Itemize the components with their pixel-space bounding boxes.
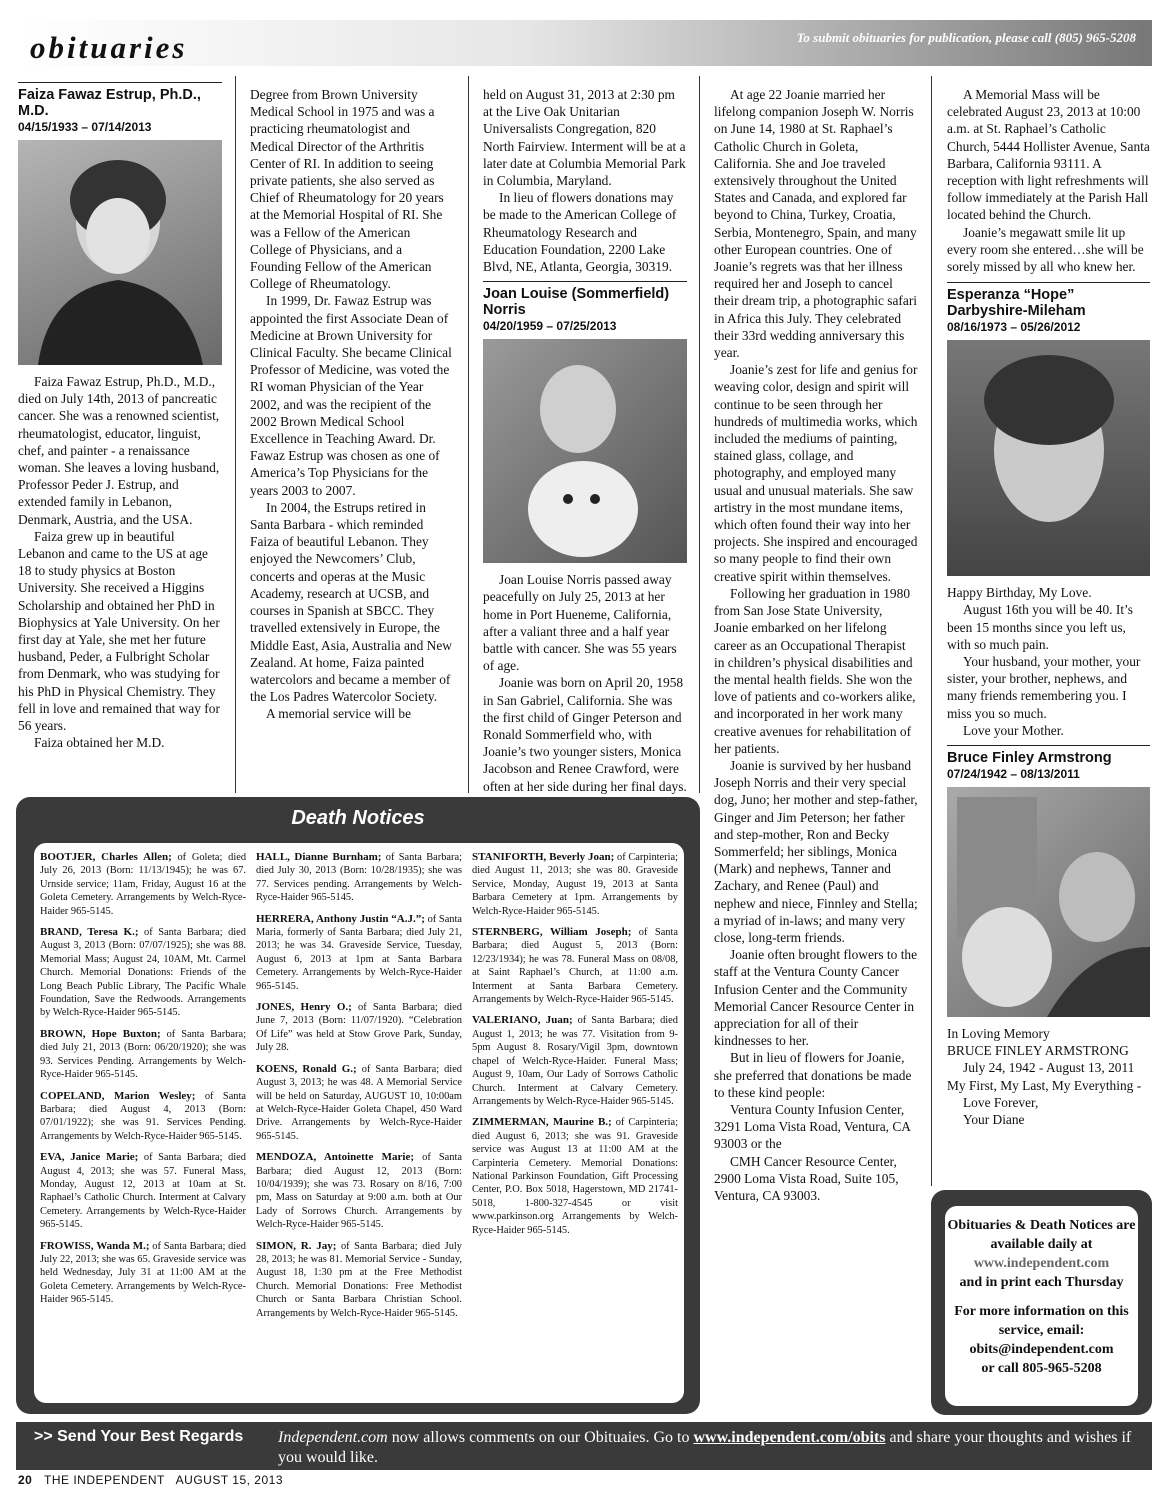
column-1 [18,82,222,751]
obituary-paragraph: Ventura County Infusion Center, 3291 Loma Vista Road, Ventura, CA 93003 or the [714,1101,911,1152]
obituary-paragraph: In 1999, Dr. Fawaz Estrup was appointed the first Associate Dean of Medicine at Brown University for Clinical Faculty. She became Clinical Professor of Medicine, was voted the RI woman Physician of the Year 2002, and was the recipient of the 2002 Brown Medical School Excellence in Teaching Award. Dr. Fawaz Estrup was chosen as one of America’s Top Physicians for the years 2003 to 2007. [250,293,452,498]
notice-text: of Santa Barbara; died August 12, 2013 (Born: 10/04/1939); she was 73. Rosary on 8/16, 7:00 pm, Mass on Saturday at 9:00 a.m. both at Our Lady of Sorrows Church. Arrangements by Welch-Ryce-Haider 965-5145. [256,1152,462,1231]
portrait-illustration [947,340,1150,576]
column-divider [931,76,932,1186]
obituary-dates: 04/15/1933 – 07/14/2013 [18,120,152,134]
obituary-name: Faiza Fawaz Estrup, Ph.D., M.D. [18,87,201,119]
column-divider [235,76,236,793]
obituary-paragraph: August 16th you will be 40. It’s been 15 months since you left us, with so much pain. [947,602,1133,652]
obituary-paragraph: Love your Mother. [963,722,1064,738]
obituary-dates: 04/20/1959 – 07/25/2013 [483,319,617,334]
memorial-line: Your Diane [963,1112,1025,1128]
notice-text: of Goleta; died July 26, 2013 (Born: 11/13/1945); he was 67. Urnside service; 11am, Friday, August 16 at the Goleta Cemetery. Arrangements by Welch-Ryce-Haider 965-5145. [40,852,247,917]
promo-text: For more information on this service, email: [954,1304,1129,1338]
obituary-paragraph: A memorial service will be [266,706,412,722]
obituary-paragraph: A Memorial Mass will be celebrated August 23, 2013 at 10:00 a.m. at St. Raphael’s Catholic Church, 5444 Hollister Avenue, Santa Barbara, California 93111. A reception with light refreshments will follow immediately at the Parish Hall located behind the Church. [947,87,1150,223]
notice-text: of Santa Barbara; died August 1, 2013; he was 77. Visitation from 9-5pm August 8. Rosary/Vigil 3pm, downtown chapel of Welch-Ryce-Haider. Funeral Mass; August 9, 10am, Our Lady of Sorrows Catholic Church. Interment at Calvary Cemetery. Arrangements by Welch-Ryce-Haider 965-5145. [472,1015,678,1107]
portrait-illustration [947,787,1150,1017]
obituary-paragraph: Joanie’s zest for life and genius for weaving color, design and spirit will continue to be seen through her hundreds of multimedia works, which included the mediums of painting, stained glass, collage, and photography, and employed many usual and unusual materials. She saw artistry in the most mundane items, which often found their way into her projects. She inspired and encouraged so many people to find their own creative spirit within themselves. [714,362,918,584]
notice-text: of Santa Barbara; died July 21, 2013 (Born: 06/20/1920); she was 93. Services Pending. Arrangements by Welch-Ryce-Haider 965-5145. [40,1028,246,1081]
obituary-name: Bruce Finley Armstrong [947,750,1112,767]
bar-text: and share your thoughts and wishes if you would like. [278,1429,1132,1466]
obituary-paragraph: Faiza obtained her M.D. [34,735,165,751]
death-notice [256,1240,462,1320]
death-notices-column [472,851,678,1245]
obituary-name: Joan Louise (Sommerfield) Norris [483,286,670,319]
comments-bar-label: >> Send Your Best Regards [34,1428,244,1445]
issue-date: AUGUST 15, 2013 [175,1473,284,1487]
column-divider [699,76,700,793]
notice-name: FROWISS, Wanda M.; [40,1239,150,1252]
notice-text: of Santa Barbara; died July 22, 2013; she was 65. Graveside service was held Wednesday, July 31 at 11:00 AM at the Goleta Cemetery. Arrangements by Welch-Ryce-Haider 965-5145. [40,1240,246,1306]
page-footer [18,1473,283,1487]
notice-name: EVA, Janice Marie; [40,1151,139,1164]
comments-bar-text [278,1428,1138,1468]
notice-name: SIMON, R. Jay; [256,1239,337,1252]
death-notice [256,913,462,993]
notice-text: of Santa Barbara; died August 5, 2013 (Born: 12/23/1934); he was 78. Funeral Mass on 08/08, at Saint Raphael’s Church, at 11:00 a.m. Interment at Santa Barbara Cemetery. Arrangements by Welch-Ryce-Haider 965-5145. [472,927,678,1006]
notice-text: of Santa Barbara; died August 4, 2013 (Born: 07/01/1922); she was 91. Services Pending. Arrangements by Welch-Ryce-Haider 965-5145. [40,1090,246,1142]
death-notices-column [256,851,462,1328]
obits-link[interactable]: www.independent.com/obits [693,1429,886,1446]
obituary-paragraph: Faiza grew up in beautiful Lebanon and came to the US at age 18 to study physics at Boston University. She received a Higgins Scholarship and obtained her PhD in Biophysics at Yale University. On her first day at Yale, she met her future husband, Peder, a Fulbright Scholar from Denmark, who was studying for his PhD in Physical Chemistry. They fell in love and remained that way for 56 years. [18,528,220,734]
promo-text: Obituaries & Death Notices are available daily at [947,1218,1136,1252]
notice-text: of Santa Maria, formerly of Santa Barbara; died July 21, 2013; he was 34. Graveside Service, Tuesday, August 6, 2013 at 1pm at Santa Barbara Cemetery. Arrangements by Welch-Ryce-Haider 965-5145. [256,913,463,992]
notice-text: of Santa Barbara; died August 4, 2013; she was 57. Funeral Mass, Monday, August 12, 2013 at 10am at St. Raphael’s Catholic Church. Interment at Calvary Cemetery. Arrangements by Welch-Ryce-Haider 965-5145. [40,1152,246,1231]
column-divider [468,76,469,793]
obituary-paragraph: At age 22 Joanie married her lifelong companion Joseph W. Norris on June 14, 1980 at St. Raphael’s Catholic Church in Goleta, California. She and Joe traveled extensively throughout the United States and Canada, and explored far beyond to China, Turkey, Croatia, Serbia, Montenegro, Spain, and many other European countries. One of Joanie’s regrets was that her illness required her and Joseph to cancel their dream trip, a photographic safari in Africa this July. They celebrated their 33rd wedding anniversary this year. [714,87,918,361]
notice-name: VALERIANO, Juan; [472,1014,573,1027]
column-4 [714,86,919,1204]
obituary-header [18,82,222,135]
memorial-line: In Loving Memory [947,1026,1050,1042]
obituary-paragraph: Happy Birthday, My Love. [947,585,1092,601]
page-header [16,20,1152,66]
portrait-photo [483,339,687,563]
death-notice [40,851,246,918]
notice-name: KOENS, Ronald G.; [256,1062,357,1075]
death-notice [256,1001,462,1055]
notice-text: of Carpinteria; died August 11, 2013; she was 80. Graveside Service, Monday, August 19, 2013 at Santa Barbara Cemetery at 1pm. Arrangements by Welch-Ryce-Haider 965-5145. [472,852,678,917]
notice-name: JONES, Henry O.; [256,1001,352,1014]
obituary-paragraph: Joanie’s megawatt smile lit up every room she entered…she will be sorely missed by all who knew her. [947,224,1144,275]
obituary-paragraph: Your husband, your mother, your sister, your brother, nephews, and many friends remembering you. I miss you so much. [947,654,1141,721]
notice-name: BRAND, Teresa K.; [40,926,139,939]
promo-panel [945,1206,1138,1406]
comments-bar [16,1422,1152,1470]
memorial-line: July 24, 1942 - August 13, 2011 [963,1060,1135,1076]
portrait-illustration [18,140,222,365]
bar-text: now allows comments on our Obituaies. Go to [387,1429,694,1446]
portrait-photo [18,140,222,365]
column-5 [947,86,1150,1128]
death-notices-box [16,797,700,1414]
online-promo-box [931,1190,1152,1415]
obituary-paragraph: In lieu of flowers donations may be made to the American College of Rheumatology Research and Education Foundation, 2200 Lake Blvd, NE, Atlanta, Georgia, 30319. [483,190,677,275]
notice-text: of Santa Barbara; died July 30, 2013 (Born: 10/28/1935); she was 77. Services pending. Arrangements by Welch-Ryce-Haider 965-5145. [256,852,462,904]
memorial-line: Love Forever, [963,1094,1039,1110]
death-notice [40,1240,246,1307]
obituary-dates: 07/24/1942 – 08/13/2011 [947,767,1080,782]
submit-note: To submit obituaries for publication, please call (805) 965-5208 [796,30,1136,45]
death-notice [40,1151,246,1231]
death-notice [40,1090,246,1144]
column-2 [250,86,455,723]
section-title: obituaries [30,30,188,65]
death-notice [256,1151,462,1231]
notice-name: STERNBERG, William Joseph; [472,926,632,939]
obituary-paragraph: Faiza Fawaz Estrup, Ph.D., M.D., died on July 14th, 2013 of pancreatic cancer. She was a renowned scientist, rheumatologist, educator, linguist, chef, and painter - a renaissance woman. She leaves a loving husband, Professor Peder J. Estrup, and extended family in Lebanon, Denmark, Austria, and the USA. [18,374,220,527]
death-notice [472,851,678,918]
promo-email-link[interactable]: obits@independent.com [969,1342,1114,1357]
notice-text: of Santa Barbara; died July 28, 2013; he was 81. Memorial Service - Sunday, August 18, 1:30 pm at the Free Methodist Church. Memorial Donations: Free Methodist Church or Santa Barbara Christian School. Arrangements by Welch-Ryce-Haider 965-5145. [256,1240,462,1319]
notice-name: ZIMMERMAN, Maurine B.; [472,1116,612,1129]
obituary-paragraph: held on August 31, 2013 at 2:30 pm at the Live Oak Unitarian Universalists Congregation, 820 North Fairview. Interment will be at a later date at Columbia Memorial Park in Columbia, Maryland. [483,87,686,189]
death-notice [40,926,246,1020]
obituary-dates: 08/16/1973 – 05/26/2012 [947,320,1081,335]
obituary-paragraph: Joanie is survived by her husband Joseph Norris and their very special dog, Juno; her mother and step-father, Ginger and Jim Peterson; her father and step-mother, Ron and Becky Sommerfeld; her siblings, Monica (Mark) and nephews, Tanner and Zachary, and Renee (Paul) and nephew and niece, Finnley and Stella; a myriad of in-laws; and many very close, long-term friends. [714,757,918,945]
obituary-header [947,745,1150,782]
promo-text: and in print each Thursday [959,1275,1124,1290]
page-number: 20 [18,1473,33,1487]
notice-name: BROWN, Hope Buxton; [40,1027,161,1040]
notice-text: of Santa Barbara; died June 7, 2013 (Born: 11/07/1920). “Celebration Of Life” was held at Stow Grove Park, Sunday, July 28. [256,1002,462,1054]
paper-name: THE INDEPENDENT [43,1473,165,1487]
obituary-paragraph: Following her graduation in 1980 from San Jose State University, Joanie embarked on her lifelong career as an Occupational Therapist in children’s physical disabilities and the mental health fields. She won the love of patients and co-workers alike, and incorporated in her work many creative avenues for rehabilitation of her patients. [714,585,916,756]
obituary-paragraph: Joanie was born on April 20, 1958 in San Gabriel, California. She was the first child of Ginger Peterson and Ronald Sommerfield who, with Joanie’s two younger sisters, Monica Jacobson and Renee Crawford, were often at her side during her final days. [483,675,687,794]
notice-name: STANIFORTH, Beverly Joan; [472,851,615,863]
memorial-line: BRUCE FINLEY ARMSTRONG [947,1043,1129,1059]
obituary-header [483,281,687,334]
obituary-paragraph: Degree from Brown University Medical School in 1975 and was a practicing rheumatologist and Medical Director of the Arthritis Center of RI. In addition to seeing private patients, she also served as Chief of Rheumatology for 20 years at the Memorial Hospital of RI. She was a Fellow of the American College of Physicians, and a Founding Fellow of the American College of Rheumatology. [250,87,444,292]
notice-text: of Santa Barbara; died August 3, 2013; he was 48. A Memorial Service will be held on Saturday, AUGUST 10, 10:00am at Welch-Ryce-Haider Goleta Chapel, 450 Ward Drive. Arrangements by Welch-Ryce-Haider 965-5145. [256,1063,462,1142]
death-notices-column [40,851,246,1315]
obituary-paragraph: But in lieu of flowers for Joanie, she preferred that donations be made to these kind people: [714,1050,912,1100]
obituary-paragraph: Joanie often brought flowers to the staff at the Ventura County Cancer Infusion Center and the Community Memorial Cancer Resource Center in appreciation for all of their kindnesses to her. [714,947,918,1049]
obituary-paragraph: In 2004, the Estrups retired in Santa Barbara - which reminded Faiza of beautiful Lebanon. They enjoyed the Newcomers’ Club, concerts and operas at the Music Academy, research at UCSB, and courses in Spanish at SBCC. They travelled extensively in Europe, the Middle East, Asia, Australia and New Zealand. At home, Faiza painted watercolors and became a member of the Los Padres Watercolor Society. [250,499,452,705]
death-notice [472,926,678,1006]
death-notice [256,851,462,905]
notice-name: COPELAND, Marion Wesley; [40,1089,196,1102]
site-name: Independent.com [278,1429,388,1446]
death-notices-panel [34,843,684,1403]
death-notice [472,1014,678,1108]
obituary-paragraph: CMH Cancer Resource Center, 2900 Loma Vista Road, Suite 105, Ventura, CA 93003. [714,1153,899,1203]
death-notice [256,1063,462,1143]
notice-name: BOOTJER, Charles Allen; [40,851,172,863]
death-notice [40,1028,246,1082]
notice-name: HERRERA, Anthony Justin “A.J.”; [256,912,425,925]
portrait-photo [947,787,1150,1017]
memorial-line: My First, My Last, My Everything - [947,1077,1142,1093]
obituary-header [947,282,1150,335]
column-3 [483,86,687,795]
death-notices-title: Death Notices [291,807,425,829]
death-notice [472,1116,678,1237]
notice-text: of Santa Barbara; died August 3, 2013 (Born: 07/07/1925); she was 88. Memorial Mass; August 24, 10AM, Mt. Carmel Church. Memorial Donations: Friends of the Long Beach Public Library, The Pacific Whale Foundation, Save the Redwoods. Arrangements by Welch-Ryce-Haider 965-5145. [40,927,246,1019]
portrait-photo [947,340,1150,576]
notice-name: HALL, Dianne Burnham; [256,851,382,863]
obituary-paragraph: Joan Louise Norris passed away peacefully on July 25, 2013 at her home in Port Hueneme, California, after a valiant three and a half year battle with cancer. She was 55 years of age. [483,572,677,674]
notice-name: MENDOZA, Antoinette Marie; [256,1151,414,1164]
obituary-name: Esperanza “Hope” Darbyshire-Mileham [947,287,1086,320]
promo-website-link[interactable]: www.independent.com [973,1256,1110,1271]
portrait-illustration [483,339,687,563]
notice-text: of Carpinteria; died August 6, 2013; she was 91. Graveside service was August 13 at 11:00 AM at the Carpinteria Cemetery. Memorial Donations: National Parkinson Foundation, Gift Processing Center, P.O. Box 5018, Hagerstown, MD 21741-5018, 1-800-327-4545 or visit www.parkinson.org Arrangements by Welch-Ryce-Haider 965-5145. [472,1117,678,1236]
promo-phone: or call 805-965-5208 [981,1361,1102,1376]
